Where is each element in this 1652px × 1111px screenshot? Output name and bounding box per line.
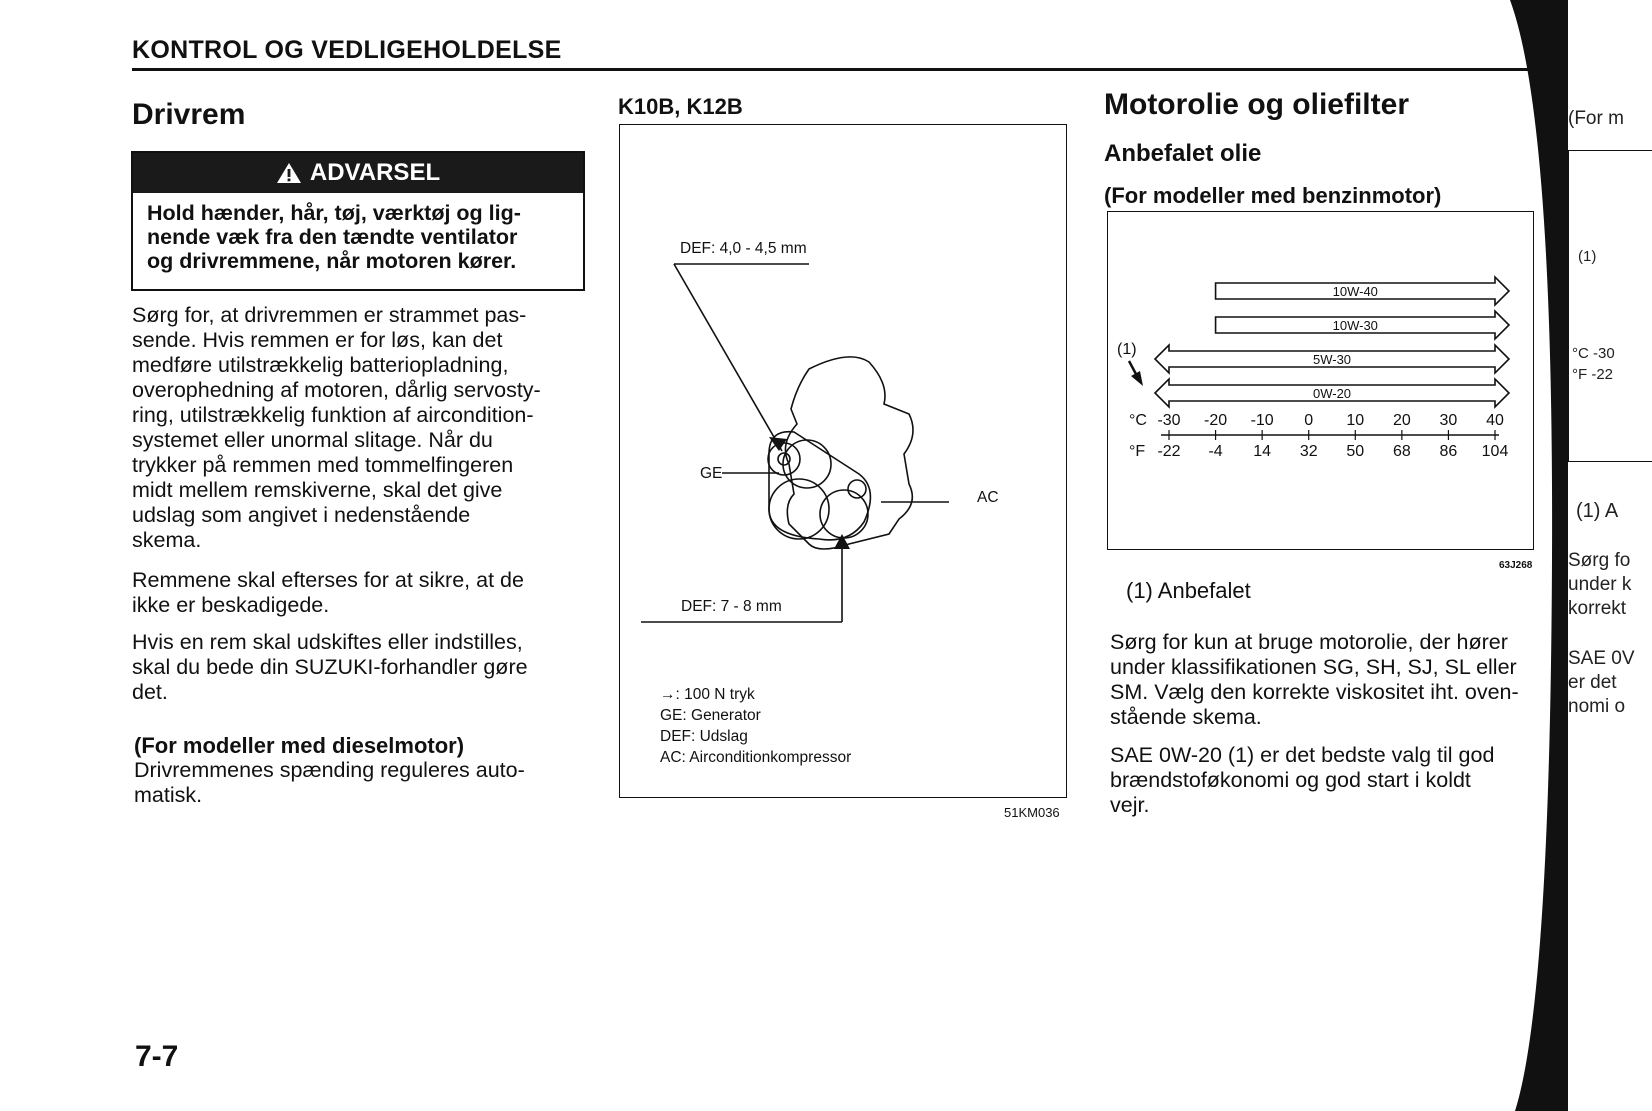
fahrenheit-tick-label: 86: [1439, 443, 1458, 460]
text-line: medføre utilstrækkelig batteriopladning,: [132, 353, 509, 377]
text-line: Drivremmenes spænding reguleres auto-: [134, 758, 525, 782]
text-line: udslag som angivet i nedenstående: [132, 503, 471, 527]
text-line: under klassifikationen SG, SH, SJ, SL eller: [1110, 655, 1517, 679]
text-line: det.: [132, 680, 168, 704]
warning-line: og drivremmene, når motoren kører.: [147, 249, 517, 273]
figure-code: 51KM036: [1004, 805, 1060, 820]
fragment-text: °C -30: [1572, 345, 1615, 362]
text-line: skema.: [132, 528, 202, 552]
legend-item: →: 100 N tryk: [660, 686, 755, 703]
page-binding-shadow: [1510, 0, 1570, 1111]
fragment-text: under k: [1568, 574, 1632, 595]
text-line: systemet eller unormal slitage. Når du: [132, 428, 493, 452]
text-line: matisk.: [134, 783, 203, 807]
recommended-marker: (1): [1117, 341, 1137, 358]
fahrenheit-tick-label: -4: [1208, 443, 1223, 460]
fragment-text: °F -22: [1572, 366, 1614, 383]
viscosity-grade-label: 0W-20: [1312, 386, 1352, 401]
celsius-unit-label: °C: [1129, 412, 1147, 429]
fahrenheit-tick-label: 14: [1253, 443, 1272, 460]
warning-triangle-icon: [276, 162, 302, 184]
fahrenheit-tick-label: -22: [1157, 443, 1181, 460]
ge-label: GE: [700, 465, 723, 482]
fragment-text: (For m: [1568, 108, 1624, 129]
def-bottom-label: DEF: 7 - 8 mm: [681, 598, 782, 615]
legend-item: DEF: Udslag: [660, 728, 748, 745]
text-line: Hvis en rem skal udskiftes eller indstilles,: [132, 630, 523, 654]
celsius-tick-label: -10: [1250, 412, 1274, 429]
warning-box: [131, 151, 585, 291]
celsius-tick-label: 30: [1439, 412, 1458, 429]
section-header: KONTROL OG VEDLIGEHOLDELSE: [132, 36, 562, 64]
viscosity-grade-label: 5W-30: [1312, 352, 1352, 367]
viscosity-grade-label: 10W-40: [1332, 284, 1378, 299]
fahrenheit-tick-label: 68: [1392, 443, 1411, 460]
fragment-text: Sørg fo: [1568, 550, 1631, 571]
text-line: ikke er beskadigede.: [132, 593, 330, 617]
celsius-tick-label: 40: [1486, 412, 1504, 429]
text-line: brændstoføkonomi og god start i koldt: [1110, 768, 1471, 792]
belt-legend: [660, 684, 851, 768]
chart-code: 63J268: [1499, 560, 1533, 571]
celsius-tick-label: 20: [1392, 412, 1411, 429]
text-line: stående skema.: [1110, 705, 1262, 729]
fragment-text: (1) A: [1576, 500, 1619, 522]
viscosity-grade-label: 10W-30: [1332, 318, 1378, 333]
warning-line: nende væk fra den tændte ventilator: [147, 225, 518, 249]
belt-paragraph-2: [132, 568, 582, 618]
text-line: trykker på remmen med tommelfingeren: [132, 453, 514, 477]
celsius-tick-label: 10: [1346, 412, 1365, 429]
fragment-text: er det: [1568, 672, 1617, 693]
text-line: SM. Vælg den korrekte viskositet iht. oven-: [1110, 680, 1519, 704]
legend-item: GE: Generator: [660, 707, 761, 724]
celsius-tick-label: -30: [1157, 412, 1181, 429]
petrol-models-heading: (For modeller med benzinmotor): [1104, 183, 1442, 208]
belt-paragraph-3: [132, 630, 582, 705]
warning-header: [133, 153, 583, 193]
oil-paragraph-1: [1110, 630, 1535, 730]
fahrenheit-unit-label: °F: [1129, 443, 1146, 460]
oil-subheading: Anbefalet olie: [1104, 140, 1262, 167]
fragment-text: SAE 0V: [1568, 648, 1635, 669]
text-line: Sørg for, at drivremmen er strammet pas-: [132, 303, 527, 327]
oil-viscosity-chart: [1107, 211, 1534, 550]
fragment-text: nomi o: [1568, 696, 1626, 717]
celsius-tick-label: -20: [1204, 412, 1228, 429]
diesel-heading: (For modeller med dieselmotor): [134, 733, 465, 758]
fahrenheit-tick-label: 50: [1346, 443, 1365, 460]
engine-models-heading: K10B, K12B: [618, 94, 743, 119]
text-line: midt mellem remskiverne, skal det give: [132, 478, 503, 502]
header-rule: [132, 68, 1532, 71]
legend-item: AC: Airconditionkompressor: [660, 749, 852, 766]
text-line: Remmene skal efterses for at sikre, at de: [132, 568, 524, 592]
warning-line: Hold hænder, hår, tøj, værktøj og lig-: [147, 201, 521, 225]
text-line: SAE 0W-20 (1) er det bedste valg til god: [1110, 743, 1495, 767]
next-page-fragment: [1568, 0, 1652, 1111]
fragment-figure: [1568, 150, 1652, 462]
text-line: Sørg for kun at bruge motorolie, der hører: [1110, 630, 1508, 654]
text-line: skal du bede din SUZUKI-forhandler gøre: [132, 655, 528, 679]
oil-heading: Motorolie og oliefilter: [1104, 88, 1409, 121]
ac-label: AC: [977, 489, 999, 506]
warning-text: [133, 193, 583, 281]
page-number: 7-7: [135, 1040, 179, 1073]
text-line: vejr.: [1110, 793, 1150, 817]
belt-paragraph-1: [132, 303, 582, 553]
oil-paragraph-2: [1110, 743, 1535, 818]
text-line: ring, utilstrækkelig funktion af aircondition-: [132, 403, 534, 427]
text-line: sende. Hvis remmen er for løs, kan det: [132, 328, 503, 352]
diesel-paragraph: [134, 758, 582, 808]
warning-title: ADVARSEL: [309, 159, 441, 186]
chart-caption: (1) Anbefalet: [1126, 578, 1251, 603]
fahrenheit-tick-label: 32: [1299, 443, 1318, 460]
def-top-label: DEF: 4,0 - 4,5 mm: [680, 240, 807, 257]
drivrem-heading: Drivrem: [132, 98, 246, 131]
fahrenheit-tick-label: 104: [1481, 443, 1509, 460]
celsius-tick-label: 0: [1304, 412, 1314, 429]
text-line: overophedning af motoren, dårlig servosty-: [132, 378, 541, 402]
recommended-arrow-head: [1131, 371, 1143, 386]
fragment-text: korrekt: [1568, 598, 1627, 619]
fragment-text: (1): [1578, 248, 1597, 265]
